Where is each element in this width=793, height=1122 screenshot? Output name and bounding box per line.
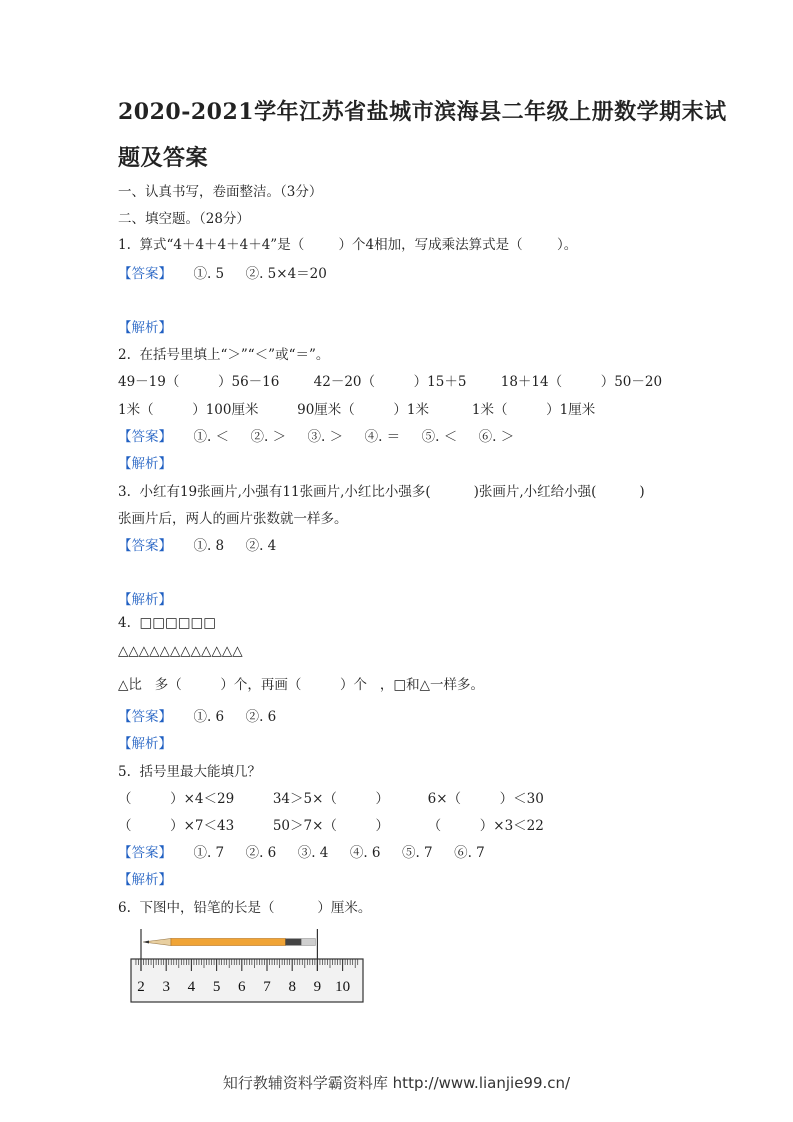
answer-tag: 【答案】 — [118, 709, 172, 725]
text-line: 1米（ ）100厘米 90厘米（ ）1米 1米（ ）1厘米 — [118, 402, 596, 418]
ruler-figure — [128, 925, 368, 1007]
text-line: 2. 在括号里填上“＞”“＜”或“＝”。 — [118, 347, 330, 363]
analysis-tag: 【解析】 — [118, 456, 172, 472]
text-line: 1. 算式“4＋4＋4＋4＋4”是（ ）个4相加，写成乘法算式是（ ）。 — [118, 237, 578, 253]
pencil-lead — [143, 941, 149, 944]
pencil-body — [171, 939, 285, 946]
answer-line — [118, 705, 276, 725]
text-line: 一、认真书写，卷面整洁。（3分） — [118, 184, 323, 200]
text-line: （ ）×4＜29 34＞5×（ ） 6×（ ）＜30 — [118, 791, 544, 807]
text-line: 张画片后，两人的画片张数就一样多。 — [118, 511, 348, 527]
document-title-line-1: 2020-2021学年江苏省盐城市滨海县二年级上册数学期末试 — [118, 99, 727, 125]
answer-text: ①. 6 ②. 6 — [172, 709, 277, 725]
answer-line — [118, 534, 276, 554]
answer-tag: 【答案】 — [118, 538, 172, 554]
ruler-number: 6 — [238, 979, 246, 995]
analysis-tag: 【解析】 — [118, 592, 172, 608]
answer-tag: 【答案】 — [118, 845, 172, 861]
answer-text: ①. 5 ②. 5×4＝20 — [172, 266, 327, 282]
ruler-number: 10 — [335, 979, 351, 995]
answer-text: ①. 7 ②. 6 ③. 4 ④. 6 ⑤. 7 ⑥. 7 — [172, 845, 485, 861]
analysis-tag: 【解析】 — [118, 872, 172, 888]
answer-tag: 【答案】 — [118, 429, 172, 445]
answer-line — [118, 841, 485, 861]
text-line: 6. 下图中，铅笔的长是（ ）厘米。 — [118, 900, 372, 916]
answer-tag: 【答案】 — [118, 266, 172, 282]
analysis-tag: 【解析】 — [118, 320, 172, 336]
text-line: 5. 括号里最大能填几？ — [118, 764, 261, 780]
text-line: 3. 小红有19张画片,小强有11张画片,小红比小强多( )张画片,小红给小强( ) — [118, 484, 645, 500]
ruler-number: 5 — [212, 979, 221, 995]
answer-line — [118, 262, 327, 282]
analysis-tag: 【解析】 — [118, 736, 172, 752]
pencil-band — [285, 939, 301, 946]
pencil-eraser — [301, 939, 315, 946]
text-line: 二、填空题。（28分） — [118, 211, 250, 227]
ruler-number: 8 — [288, 979, 296, 995]
answer-text: ①. ＜ ②. ＞ ③. ＞ ④. ＝ ⑤. ＜ ⑥. ＞ — [172, 429, 515, 445]
ruler-number: 4 — [187, 979, 196, 995]
text-line: △△△△△△△△△△△△ — [118, 643, 243, 659]
ruler-number: 3 — [162, 979, 170, 995]
footer-source: 知行教辅资料学霸资料库 http://www.lianjie99.cn/ — [222, 1074, 571, 1092]
ruler-svg — [128, 925, 368, 1007]
ruler-number: 2 — [137, 979, 145, 995]
ruler-number: 9 — [313, 979, 322, 995]
answer-text: ①. 8 ②. 4 — [172, 538, 277, 554]
document-title-line-2: 题及答案 — [118, 145, 209, 171]
text-line: 4. □□□□□□ — [118, 615, 216, 631]
text-line: 49－19（ ）56－16 42－20（ ）15＋5 18＋14（ ）50－20 — [118, 374, 663, 390]
answer-line — [118, 425, 514, 445]
text-line: △比 多（ ）个，再画（ ）个 ，□和△一样多。 — [118, 677, 485, 693]
ruler-number: 7 — [263, 979, 271, 995]
text-line: （ ）×7＜43 50＞7×（ ） （ ）×3＜22 — [118, 818, 544, 834]
